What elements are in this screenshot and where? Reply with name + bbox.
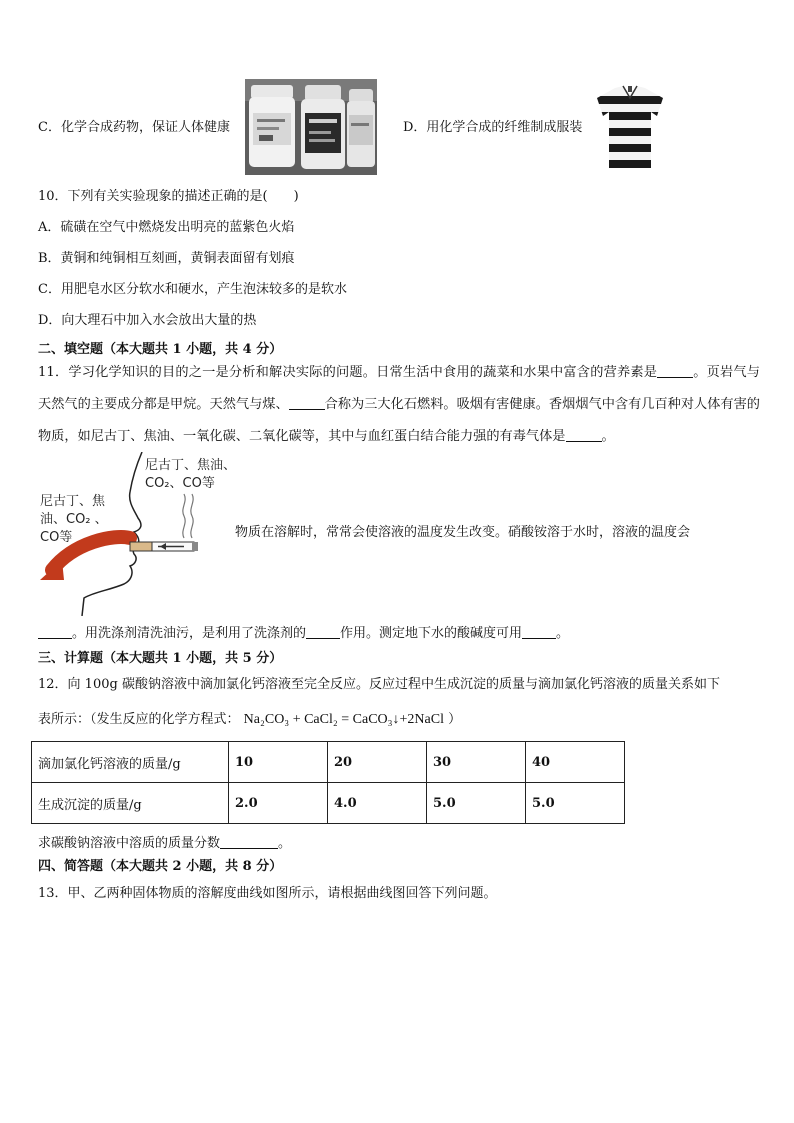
- table-cell: 5.0: [526, 783, 625, 824]
- q12-equation: Na₂CO₃ + CaCl₂ = CaCO₃↓+2NaCl: [243, 712, 444, 727]
- q11-paragraph: [38, 357, 760, 453]
- q11-dissolution-text: 物质在溶解时，常常会使溶液的温度发生改变。硝酸铵溶于水时，溶液的温度会: [235, 525, 691, 540]
- table-cell: 20: [328, 742, 427, 783]
- q11-blank-temperature[interactable]: [38, 624, 72, 639]
- table-row-label: 滴加氯化钙溶液的质量/g: [32, 742, 229, 783]
- q11-after-1: 。用洗涤剂清洗油污，是利用了洗涤剂的: [72, 626, 307, 641]
- q11-after-2: 作用。测定地下水的酸碱度可用: [340, 626, 523, 641]
- q11-part4: 。: [601, 429, 615, 444]
- q13-stem: 13．甲、乙两种固体物质的溶解度曲线如图所示，请根据曲线图回答下列问题。: [38, 886, 497, 901]
- q11-part3: 合称为三大化石燃料。吸烟有害健康。香烟烟气中含有几百种对人体有害的物质，如尼古丁、焦油、一氧化碳、二氧化碳等，其中与血红蛋白结合能力强的有毒气体是: [38, 397, 760, 444]
- table-row: [32, 742, 625, 783]
- q9-option-d: D．用化学合成的纤维制成服装: [403, 120, 583, 135]
- figure-label-left-3: CO等: [40, 530, 73, 545]
- table-row-label: 生成沉淀的质量/g: [32, 783, 229, 824]
- section2-heading: 二、填空题（本大题共 1 小题，共 4 分）: [38, 342, 283, 357]
- q10-option-c: C．用肥皂水区分软水和硬水，产生泡沫较多的是软水: [38, 282, 347, 297]
- q11-continuation: [38, 624, 569, 642]
- q12-blank-answer[interactable]: [220, 834, 278, 849]
- q10-option-b: B．黄铜和纯铜相互刻画，黄铜表面留有划痕: [38, 251, 295, 266]
- table-cell: 5.0: [427, 783, 526, 824]
- q12-question: [38, 834, 291, 852]
- q12-question-prefix: 求碳酸钠溶液中溶质的质量分数: [38, 836, 221, 851]
- table-cell: 10: [229, 742, 328, 783]
- q12-stem-prefix: 表所示：（发生反应的化学方程式：: [38, 712, 240, 727]
- q11-blank-nutrient[interactable]: [657, 363, 693, 378]
- q12-stem-line1: 12．向 100g 碳酸钠溶液中滴加氯化钙溶液至完全反应。反应过程中生成沉淀的质量与滴加氯化钙溶液的质量关系如下: [38, 677, 720, 692]
- q11-part2: 。页岩气与天然气的主要成分都是甲烷。天然气与煤、: [38, 365, 760, 412]
- q12-stem-suffix: ）: [448, 712, 462, 727]
- q12-question-suffix: 。: [278, 836, 292, 851]
- figure-label-top-1: 尼古丁、焦油、: [145, 458, 237, 473]
- q10-option-d: D．向大理石中加入水会放出大量的热: [38, 313, 257, 328]
- section3-heading: 三、计算题（本大题共 1 小题，共 5 分）: [38, 651, 283, 666]
- q11-after-3: 。: [556, 626, 570, 641]
- medicine-bottles-image: [245, 79, 377, 175]
- table-cell: 4.0: [328, 783, 427, 824]
- table-row: [32, 783, 625, 824]
- q11-blank-ph[interactable]: [522, 624, 556, 639]
- q11-blank-toxic-gas[interactable]: [566, 427, 602, 442]
- figure-label-left-1: 尼古丁、焦: [40, 494, 106, 509]
- q10-option-a: A．硫磺在空气中燃烧发出明亮的蓝紫色火焰: [38, 220, 295, 235]
- q12-data-table: [31, 741, 625, 824]
- q10-stem: 10．下列有关实验现象的描述正确的是( ): [38, 189, 299, 204]
- figure-label-top-2: CO₂、CO等: [145, 476, 215, 491]
- q11-blank-fossil-fuel[interactable]: [289, 395, 325, 410]
- q12-stem-line2: [38, 712, 461, 728]
- striped-shirt-image: [593, 84, 667, 170]
- section4-heading: 四、简答题（本大题共 2 小题，共 8 分）: [38, 859, 283, 874]
- q11-blank-detergent[interactable]: [306, 624, 340, 639]
- table-cell: 2.0: [229, 783, 328, 824]
- table-cell: 40: [526, 742, 625, 783]
- table-cell: 30: [427, 742, 526, 783]
- q11-part1: 11．学习化学知识的目的之一是分析和解决实际的问题。日常生活中食用的蔬菜和水果中富含的营养素是: [38, 365, 658, 380]
- figure-label-left-2: 油、CO₂ 、: [40, 512, 108, 527]
- q9-option-c: C．化学合成药物，保证人体健康: [38, 120, 230, 135]
